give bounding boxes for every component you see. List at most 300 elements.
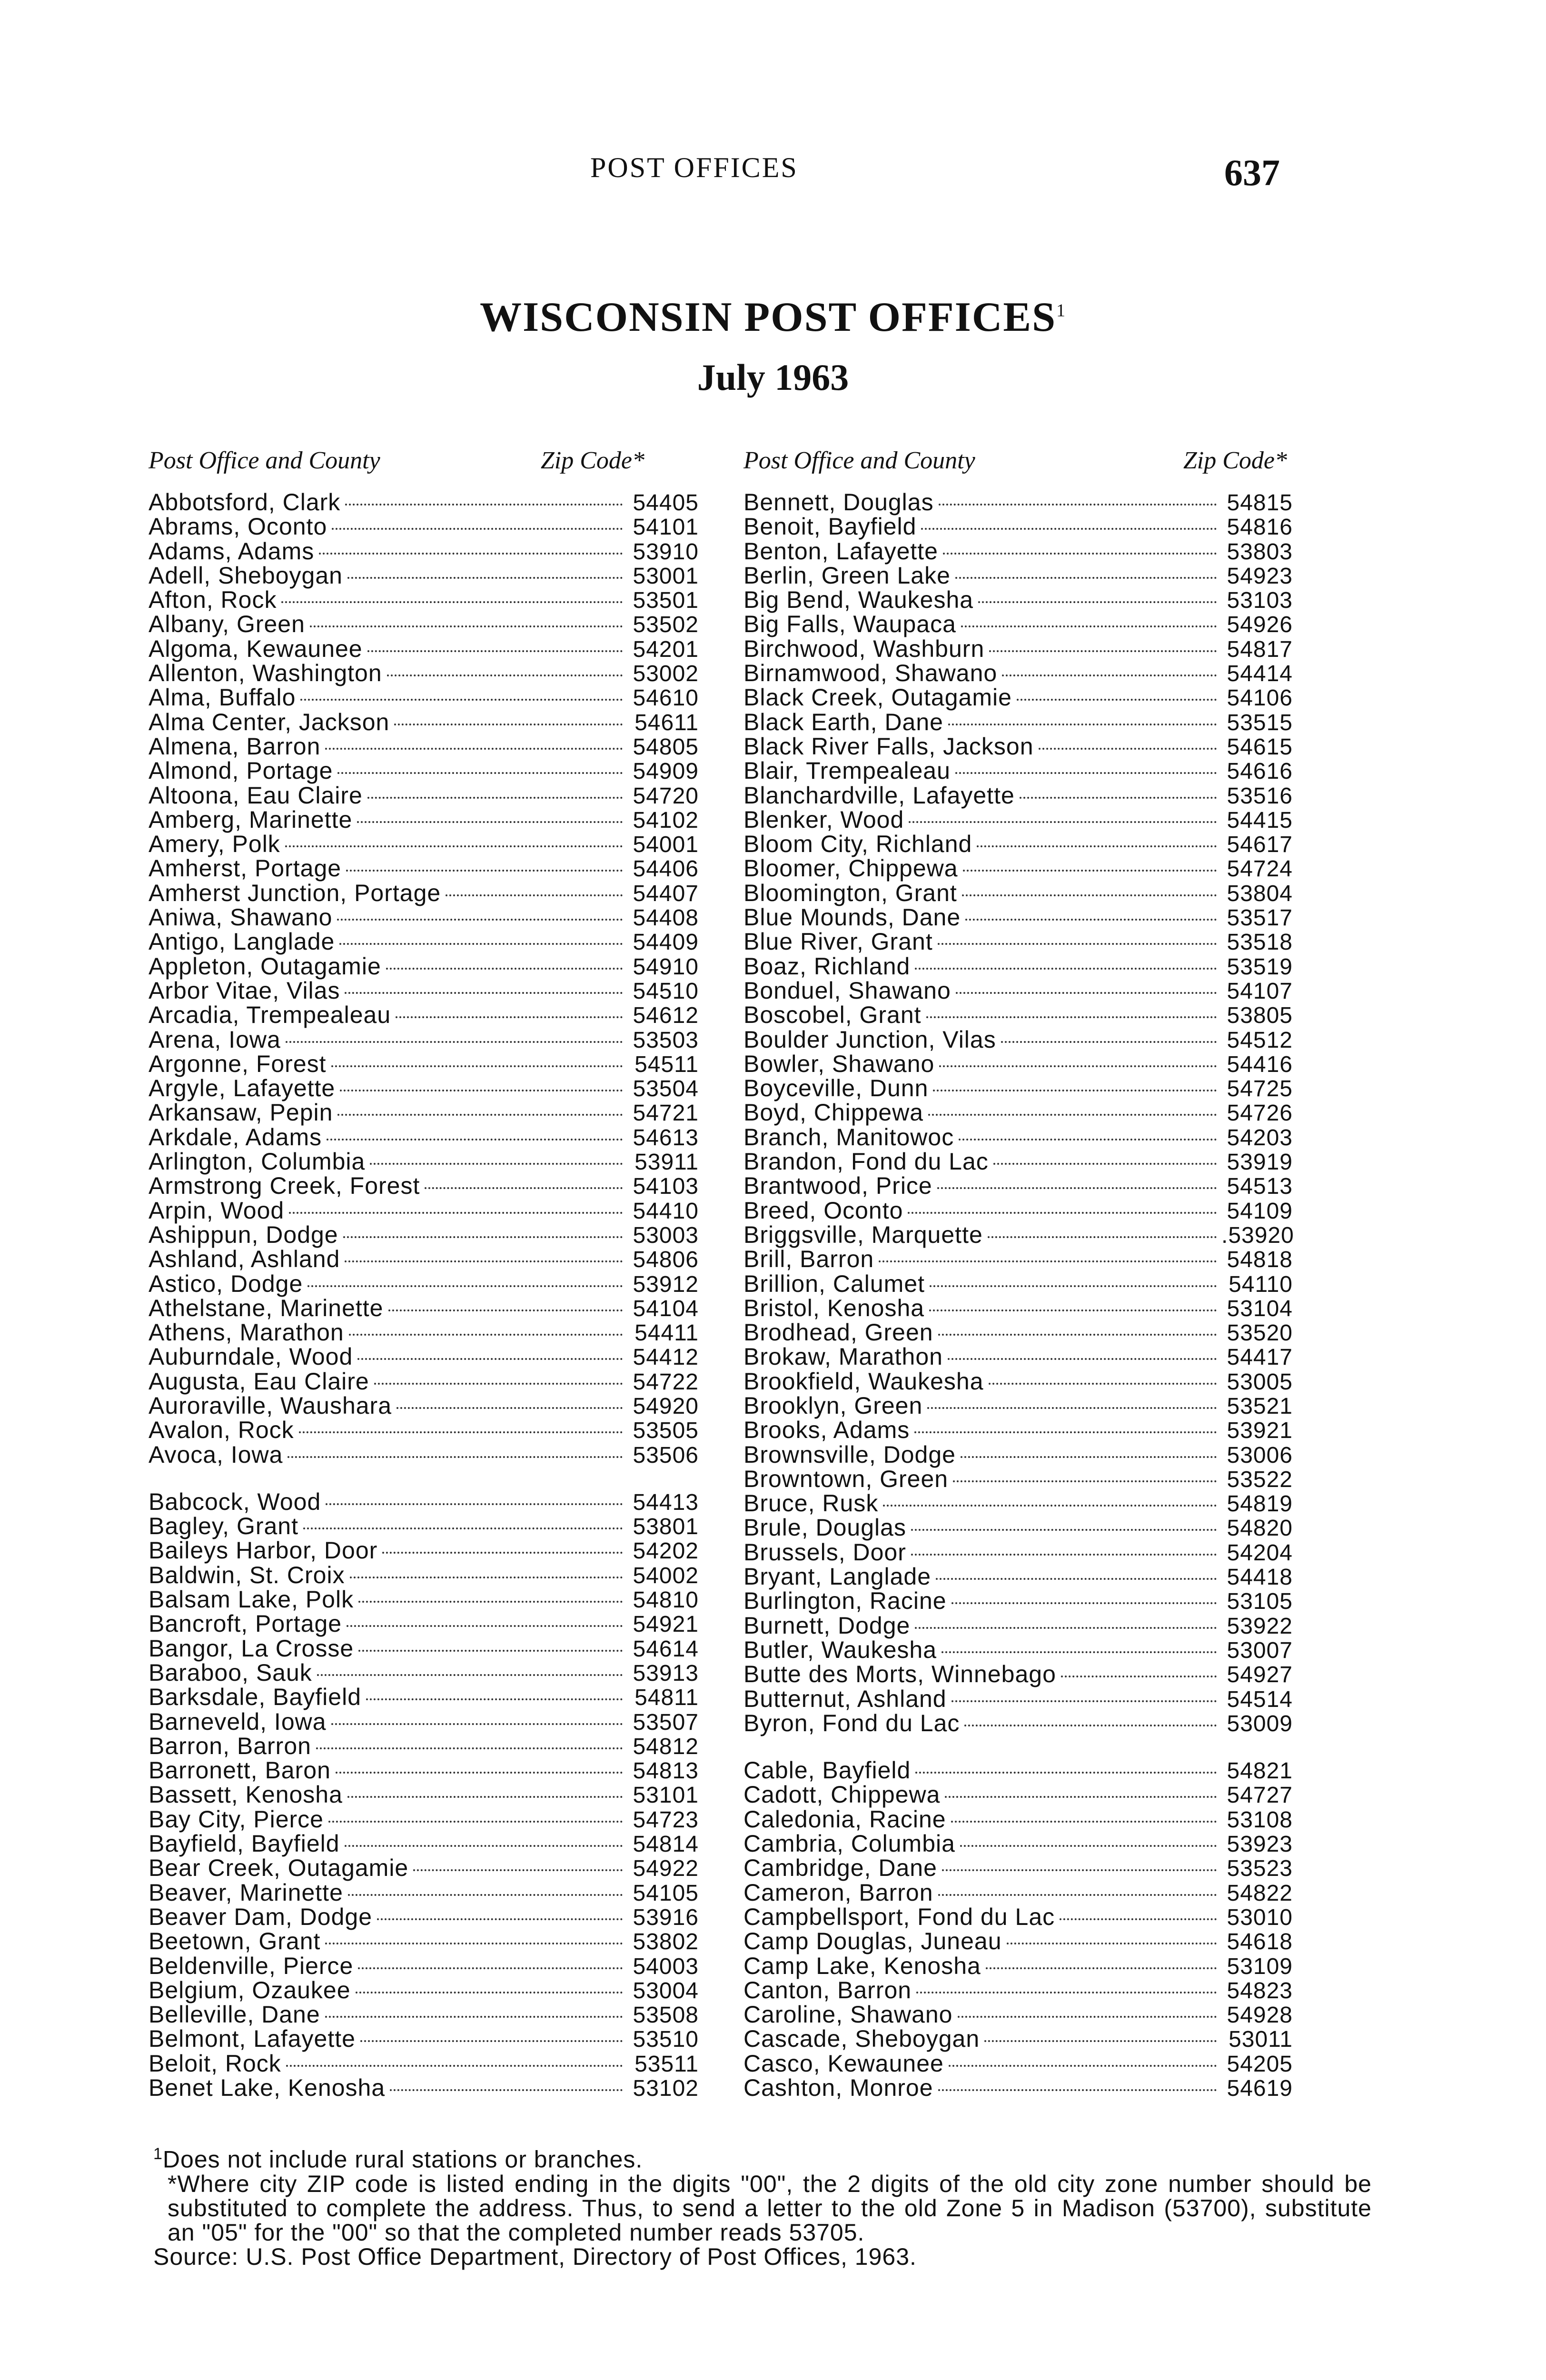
post-office-row [743,1345,1293,1369]
post-office-name: Bowler, Shawano [743,1050,935,1077]
post-office-row [743,979,1293,1003]
zip-code: 53503 [633,1027,699,1053]
dot-leader [396,1407,623,1409]
zip-code: 53508 [633,2003,699,2028]
post-office-name: Campbellsport, Fond du Lac [743,1903,1055,1930]
dot-leader [394,724,623,725]
zip-code: 54109 [1227,1198,1293,1224]
zip-code: 53922 [1227,1613,1293,1639]
post-office-row [149,1199,699,1223]
post-office-name: Branch, Manitowoc [743,1123,954,1150]
zip-code: 54806 [633,1247,699,1273]
post-office-name: Arkansaw, Pepin [149,1099,333,1126]
dot-leader [958,2016,1217,2018]
zip-code: 54410 [633,1198,699,1224]
zip-code: 54406 [633,856,699,882]
post-office-name: Brantwood, Price [743,1172,932,1200]
dot-leader [930,1285,1217,1287]
post-office-row [149,881,699,905]
post-office-row [743,685,1293,710]
post-office-name: Boaz, Richland [743,952,911,980]
post-office-name: Camp Douglas, Juneau [743,1928,1002,1955]
post-office-row [743,1589,1293,1613]
zip-code: 54411 [634,1320,699,1346]
post-office-row [149,1443,699,1467]
dot-leader [921,528,1217,530]
post-office-name: Avoca, Iowa [149,1441,283,1468]
section-gap [149,1467,699,1490]
post-office-row [149,1563,699,1587]
zip-code: .53920 [1221,1222,1294,1248]
post-office-name: Blenker, Wood [743,806,904,833]
post-office-row [149,1832,699,1856]
post-office-row [743,954,1293,979]
post-office-row [743,710,1293,734]
zip-code: 53109 [1227,1954,1293,1979]
dot-leader [370,1163,623,1165]
dot-leader [1020,797,1217,799]
post-office-name: Belgium, Ozaukee [149,1976,351,2003]
post-office-name: Benton, Lafayette [743,537,938,565]
dot-leader [933,1090,1217,1091]
post-office-name: Brillion, Calumet [743,1270,925,1297]
dot-leader [300,699,623,701]
right-column-heading [743,446,1287,475]
dot-leader [951,1700,1217,1702]
post-office-name: Barron, Barron [149,1732,311,1759]
dot-leader [310,625,623,627]
post-office-row [743,1028,1293,1052]
zip-code: 53522 [1227,1467,1293,1492]
post-office-row [743,1758,1293,1783]
zip-code: 53519 [1227,954,1293,980]
post-office-name: Baldwin, St. Croix [149,1561,345,1588]
dot-leader [938,2089,1217,2091]
dot-leader [926,1016,1217,1018]
zip-code: 53002 [633,661,699,687]
post-office-row [149,612,699,636]
dot-leader [936,1578,1217,1580]
post-office-row [743,1101,1293,1125]
dot-leader [948,724,1217,725]
zip-code: 54821 [1227,1758,1293,1784]
post-office-row [743,564,1293,588]
post-office-row [149,783,699,808]
zip-code: 54724 [1227,856,1293,882]
post-office-row [149,1856,699,1880]
heading-post-office: Post Office and County [149,447,380,474]
dot-leader [326,1503,623,1505]
post-office-row [149,588,699,612]
zip-code: 54107 [1227,978,1293,1004]
zip-code: 53011 [1229,2027,1293,2053]
zip-code: 54003 [633,1954,699,1979]
post-office-row [149,1612,699,1636]
zip-code: 54511 [634,1051,699,1077]
zip-code: 54413 [633,1489,699,1515]
zip-code: 54613 [633,1125,699,1150]
zip-code: 54721 [633,1101,699,1126]
post-office-row [743,2076,1293,2100]
post-office-row [149,1636,699,1661]
post-office-name: Amherst, Portage [149,855,342,882]
dot-leader [916,1992,1217,1993]
zip-code: 54726 [1227,1101,1293,1126]
footnote-1-text: Does not include rural stations or branches. [162,2146,643,2173]
post-office-row [743,1565,1293,1589]
post-office-name: Arpin, Wood [149,1197,285,1224]
post-office-row [743,1150,1293,1174]
zip-code: 54614 [633,1636,699,1662]
post-office-name: Casco, Kewaunee [743,2050,944,2077]
dot-leader [347,1625,623,1627]
dot-leader [909,821,1217,823]
zip-code: 54204 [1227,1540,1293,1566]
dot-leader [286,1041,623,1043]
post-office-row [149,710,699,734]
dot-leader [961,1456,1217,1458]
post-office-row [743,1369,1293,1394]
dot-leader [348,1894,623,1896]
post-office-name: Benoit, Bayfield [743,513,917,540]
zip-code: 54815 [1227,490,1293,516]
post-office-name: Brooklyn, Green [743,1392,923,1419]
post-office-name: Bloomington, Grant [743,879,957,906]
dot-leader [908,1212,1217,1214]
post-office-name: Arlington, Columbia [149,1148,366,1175]
post-office-row [743,1687,1293,1711]
post-office-row [743,1199,1293,1223]
post-office-name: Bonduel, Shawano [743,977,951,1004]
post-office-name: Abbotsford, Clark [149,489,341,516]
zip-code: 54818 [1227,1247,1293,1273]
post-office-name: Benet Lake, Kenosha [149,2074,386,2101]
post-office-name: Byron, Fond du Lac [743,1709,960,1736]
zip-code: 54409 [633,930,699,955]
zip-code: 54106 [1227,685,1293,711]
post-office-row [743,1978,1293,2003]
dot-leader [327,1139,623,1140]
post-office-row [743,1516,1293,1540]
dot-leader [347,1796,623,1798]
dot-leader [965,919,1217,921]
dot-leader [951,1821,1217,1823]
post-office-name: Black River Falls, Jackson [743,733,1034,760]
post-office-row [149,637,699,661]
post-office-name: Almond, Portage [149,757,333,784]
post-office-row [149,1345,699,1369]
post-office-name: Abrams, Oconto [149,513,327,540]
zip-code: 53510 [633,2027,699,2053]
dot-leader [356,1992,623,1993]
post-office-name: Bruce, Rusk [743,1490,879,1517]
zip-code: 54617 [1227,832,1293,858]
dot-leader [328,1821,623,1823]
zip-code: 53916 [633,1904,699,1930]
zip-code: 54514 [1227,1686,1293,1712]
post-office-name: Adams, Adams [149,537,315,565]
post-office-name: Cambria, Columbia [743,1830,955,1857]
zip-code: 54616 [1227,759,1293,784]
dot-leader [285,845,623,847]
title-footnote-mark: 1 [1056,300,1067,321]
dot-leader [938,943,1217,945]
post-office-row [743,588,1293,612]
title-text: WISCONSIN POST OFFICES [479,294,1057,340]
dot-leader [978,601,1217,603]
post-office-row [149,979,699,1003]
post-office-row [149,1028,699,1052]
dot-leader [382,1552,623,1554]
dot-leader [337,1114,623,1116]
post-office-name: Bayfield, Bayfield [149,1830,340,1857]
post-office-name: Brill, Barron [743,1246,874,1273]
post-office-row [149,1003,699,1027]
post-office-row [149,1418,699,1442]
dot-leader [1002,674,1217,676]
page-subtitle: July 1963 [697,357,849,398]
zip-code: 53910 [633,539,699,565]
post-office-row [743,1807,1293,1832]
post-office-name: Briggsville, Marquette [743,1221,983,1248]
post-office-name: Boyd, Chippewa [743,1099,924,1126]
zip-code: 53911 [634,1150,699,1175]
zip-code: 54615 [1227,734,1293,760]
zip-code: 53506 [633,1442,699,1468]
post-office-name: Cascade, Sheboygan [743,2025,980,2053]
post-office-name: Blanchardville, Lafayette [743,782,1015,809]
dot-leader [349,1334,623,1336]
post-office-name: Cambridge, Dane [743,1854,937,1882]
post-office-name: Boyceville, Dunn [743,1075,929,1102]
post-office-row [149,564,699,588]
post-office-name: Birchwood, Washburn [743,635,985,662]
zip-code: 54813 [633,1758,699,1784]
dot-leader [287,1456,623,1458]
zip-code: 53507 [633,1709,699,1735]
zip-code: 54202 [633,1538,699,1564]
dot-leader [367,797,623,799]
zip-code: 53001 [633,563,699,589]
post-office-row [149,515,699,539]
dot-leader [989,1383,1217,1385]
dot-leader [358,1601,623,1603]
zip-code: 54822 [1227,1880,1293,1906]
dot-leader [325,748,623,750]
zip-code: 54002 [633,1563,699,1588]
source-note: Source: U.S. Post Office Department, Directory of Post Offices, 1963. [153,2243,917,2270]
zip-code: 54810 [633,1587,699,1613]
post-office-name: Aniwa, Shawano [149,904,333,931]
post-office-name: Blue Mounds, Dane [743,904,961,931]
dot-leader [377,1918,623,1920]
post-office-name: Bangor, La Crosse [149,1635,354,1662]
post-office-name: Amherst Junction, Portage [149,879,441,906]
dot-leader [915,1627,1217,1629]
post-office-row [149,1490,699,1514]
zip-code: 54811 [634,1685,699,1711]
dot-leader [941,1651,1217,1653]
zip-code: 54408 [633,905,699,931]
post-office-row [149,490,699,515]
post-office-name: Armstrong Creek, Forest [149,1172,420,1200]
post-office-row [743,1832,1293,1856]
post-office-name: Ashland, Ashland [149,1246,340,1273]
right-column-list [743,490,1293,2100]
post-office-name: Arkdale, Adams [149,1123,322,1150]
post-office-name: Big Bend, Waukesha [743,586,974,614]
zip-code: 54619 [1227,2076,1293,2101]
post-office-row [149,1076,699,1101]
zip-code: 54101 [633,515,699,540]
post-office-row [743,1929,1293,1954]
page-title [0,293,1546,341]
zip-code: 53912 [633,1271,699,1297]
heading-zip-code: Zip Code* [1183,447,1287,474]
zip-code: 54725 [1227,1076,1293,1102]
dot-leader [942,1869,1217,1871]
post-office-name: Boulder Junction, Vilas [743,1026,996,1053]
zip-code: 54103 [633,1174,699,1200]
post-office-row [743,2003,1293,2027]
page-number: 637 [1224,152,1280,193]
dot-leader [289,1212,623,1214]
dot-leader [937,1187,1217,1189]
zip-code: 53010 [1227,1904,1293,1930]
post-office-name: Avalon, Rock [149,1417,294,1444]
dot-leader [988,1236,1217,1238]
post-office-name: Big Falls, Waupaca [743,611,956,638]
post-office-row [743,1467,1293,1491]
footnote-1-mark: 1 [153,2145,163,2163]
post-office-row [743,808,1293,832]
post-office-name: Canton, Barron [743,1976,912,2003]
dot-leader [337,919,623,921]
dot-leader [955,577,1217,579]
zip-code: 54910 [633,954,699,980]
post-office-row [149,1881,699,1905]
post-office-row [149,1320,699,1345]
dot-leader [939,1065,1217,1067]
post-office-row [149,1101,699,1125]
dot-leader [914,1431,1217,1433]
post-office-row [149,1174,699,1198]
post-office-name: Bassett, Kenosha [149,1781,343,1808]
dot-leader [357,821,623,823]
post-office-name: Auburndale, Wood [149,1343,353,1370]
dot-leader [367,650,623,652]
post-office-name: Cadott, Chippewa [743,1781,941,1808]
zip-code: 54203 [1227,1125,1293,1150]
post-office-name: Breed, Oconto [743,1197,903,1224]
post-office-row [149,1247,699,1271]
dot-leader [360,2040,623,2042]
dot-leader [374,1383,623,1385]
dot-leader [927,1407,1217,1409]
running-head: POST OFFICES [590,152,798,183]
post-office-name: Auroraville, Waushara [149,1392,392,1419]
post-office-name: Bristol, Kenosha [743,1294,925,1321]
zip-code: 54611 [634,710,699,735]
post-office-name: Belleville, Dane [149,2001,320,2028]
post-office-row [149,1052,699,1076]
dot-leader [949,2065,1217,2067]
zip-code: 54510 [633,978,699,1004]
post-office-row [149,1394,699,1418]
zip-code: 54610 [633,685,699,711]
post-office-name: Bloom City, Richland [743,831,972,858]
dot-leader [446,894,623,896]
post-office-row [743,905,1293,930]
zip-code: 54110 [1229,1271,1293,1297]
dot-leader [332,528,623,530]
post-office-name: Blue River, Grant [743,928,933,955]
zip-code: 54922 [633,1856,699,1882]
zip-code: 53104 [1227,1296,1293,1321]
dot-leader [281,601,623,603]
post-office-row [149,1150,699,1174]
dot-leader [963,870,1217,872]
post-office-name: Brooks, Adams [743,1417,910,1444]
zip-code: 54104 [633,1296,699,1321]
post-office-name: Blair, Trempealeau [743,757,951,784]
dot-leader [962,894,1217,896]
post-office-name: Balsam Lake, Polk [149,1586,354,1613]
zip-code: 53102 [633,2076,699,2101]
post-office-name: Brownsville, Dodge [743,1441,956,1468]
dot-leader [948,1358,1217,1360]
post-office-row [149,1758,699,1783]
post-office-row [743,1052,1293,1076]
post-office-name: Baraboo, Sauk [149,1659,312,1686]
zip-code: 53511 [634,2051,699,2077]
post-office-name: Amberg, Marinette [149,806,353,833]
post-office-name: Black Creek, Outagamie [743,684,1012,711]
post-office-row [149,685,699,710]
zip-code: 54102 [633,807,699,833]
dot-leader [413,1869,623,1871]
post-office-name: Albany, Green [149,611,305,638]
post-office-row [743,1443,1293,1467]
post-office-row [149,1954,699,1978]
dot-leader [299,1431,623,1433]
dot-leader [345,504,623,506]
dot-leader [316,1747,623,1749]
post-office-name: Butternut, Ashland [743,1685,947,1712]
dot-leader [286,2065,623,2067]
zip-code: 54417 [1227,1345,1293,1370]
post-office-name: Beetown, Grant [149,1928,321,1955]
zip-code: 53502 [633,612,699,638]
post-office-row [149,1710,699,1734]
post-office-name: Barneveld, Iowa [149,1708,327,1735]
zip-code: 54909 [633,759,699,784]
post-office-name: Afton, Rock [149,586,277,614]
zip-code: 54921 [633,1612,699,1637]
dot-leader [343,1236,623,1238]
post-office-name: Barksdale, Bayfield [149,1684,362,1711]
zip-code: 53504 [633,1076,699,1102]
dot-leader [303,1527,623,1529]
dot-leader [1061,1676,1217,1677]
post-office-row [743,1174,1293,1198]
zip-code: 54926 [1227,612,1293,638]
zip-code: 53913 [633,1660,699,1686]
zip-code: 54812 [633,1734,699,1759]
dot-leader [388,1309,623,1311]
post-office-row [743,1418,1293,1442]
zip-code: 54412 [633,1345,699,1370]
